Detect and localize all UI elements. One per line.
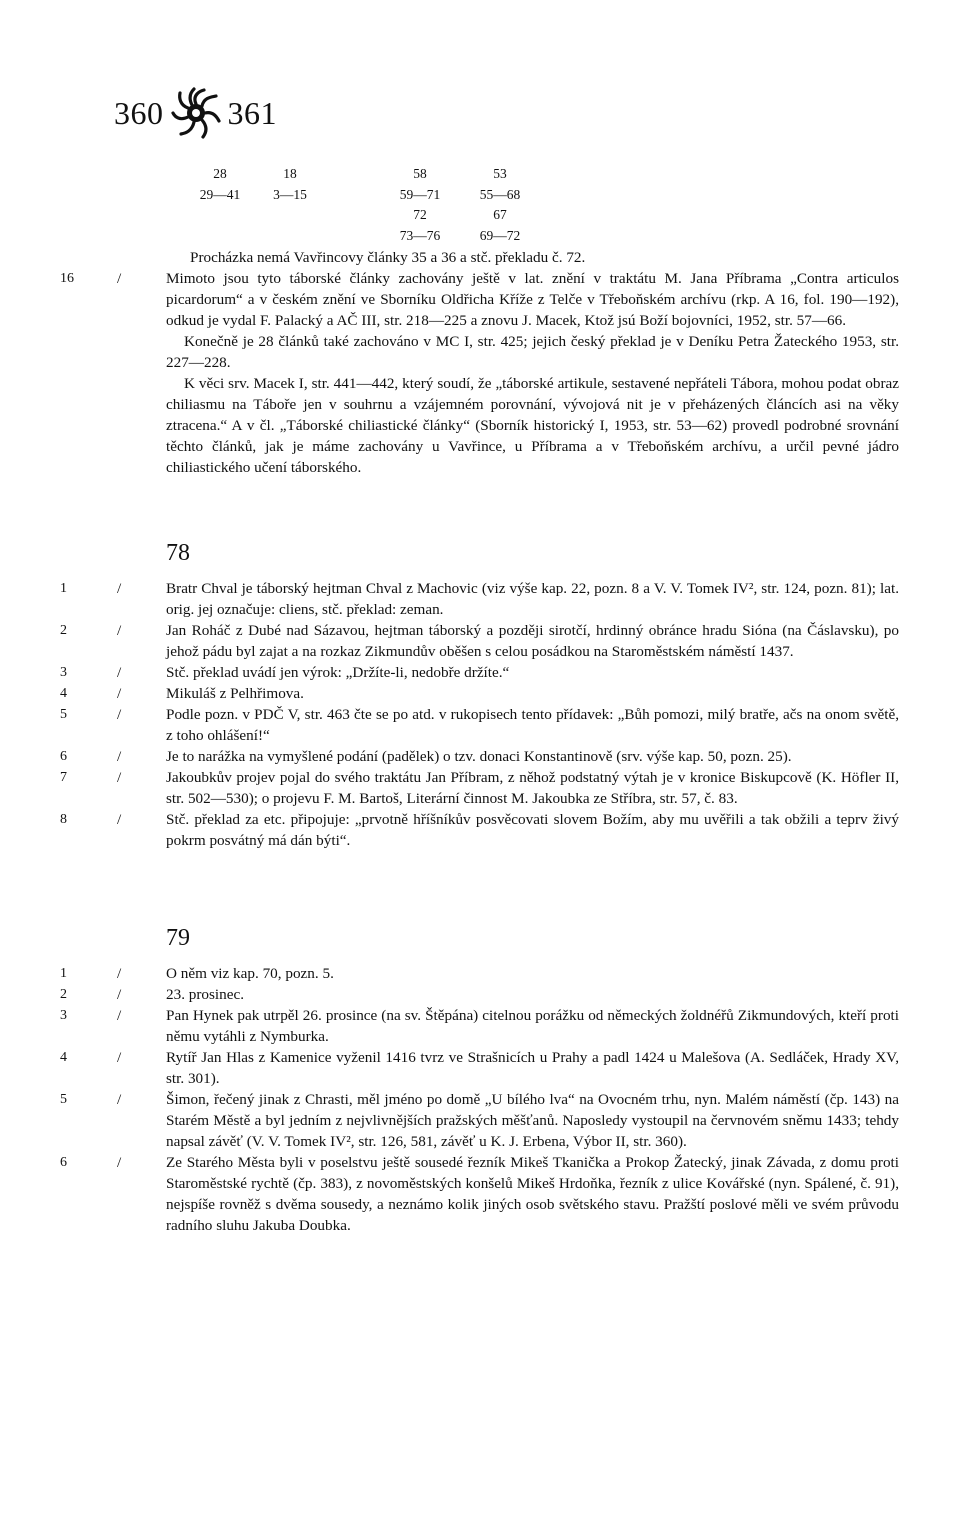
note-text: Podle pozn. v PDČ V, str. 463 čte se po atd. v rukopisech tento přídavek: „Bůh pomozi, milý bratře, ačs na onom světě, z toho ohlášení!“ bbox=[166, 706, 899, 744]
note-text: Stč. překlad za etc. připojuje: „prvotně hříšníkův posvěcovati slovem Božím, aby mu uvěřili a tak obžili a teprv živý pokrm posvátný má dán býti“. bbox=[166, 811, 899, 849]
note-item bbox=[0, 984, 960, 1005]
note-slash: / bbox=[117, 685, 122, 702]
left-page-number: 360 bbox=[114, 94, 164, 131]
concordance-cell: 3—15 bbox=[273, 186, 307, 202]
note-number: 5 bbox=[60, 1092, 67, 1107]
note-item bbox=[0, 704, 960, 746]
concordance-cell: 28 bbox=[213, 166, 227, 181]
note-slash: / bbox=[117, 1049, 122, 1066]
note-text: Bratr Chval je táborský hejtman Chval z Machovic (viz výše kap. 22, pozn. 8 a V. V. Tomek IV², str. 124, pozn. 81); lat. orig. jej označuje: cliens, stč. překlad: zeman. bbox=[166, 580, 899, 618]
note-number: 4 bbox=[60, 686, 67, 701]
note-item bbox=[0, 1152, 960, 1236]
note-item bbox=[0, 746, 960, 767]
note-16-block bbox=[0, 247, 960, 478]
concordance-row bbox=[190, 184, 550, 205]
note-slash: / bbox=[117, 664, 122, 681]
note-paragraph: Konečně je 28 článků také zachováno v MC I, str. 425; jejich český překlad je v Deníku Petra Žateckého 1953, str. 227—228. bbox=[166, 333, 899, 371]
note-item bbox=[0, 809, 960, 851]
note-number: 2 bbox=[60, 623, 67, 638]
note-text: Jakoubkův projev pojal do svého traktátu Jan Příbram, z něhož podstatný výtah je v kronice Biskupcově (K. Höfler II, str. 502—530); o projevu F. M. Bartoš, Literární činnost M. Jakoubka ze Stříbra, str. 57, č. 83. bbox=[166, 769, 899, 807]
note-number: 3 bbox=[60, 1008, 67, 1023]
note-item bbox=[0, 662, 960, 683]
note-item bbox=[0, 1005, 960, 1047]
page-header bbox=[114, 88, 277, 138]
concordance-cell: 53 bbox=[493, 166, 507, 181]
note-slash: / bbox=[117, 1091, 122, 1108]
concordance-cell: 58 bbox=[413, 166, 427, 181]
note-text: O něm viz kap. 70, pozn. 5. bbox=[166, 965, 334, 982]
note-item bbox=[0, 1047, 960, 1089]
note-slash: / bbox=[117, 986, 122, 1003]
note-number: 3 bbox=[60, 665, 67, 680]
concordance-cell: 18 bbox=[283, 166, 297, 181]
note-number: 1 bbox=[60, 966, 67, 981]
note-text: Rytíř Jan Hlas z Kamenice vyženil 1416 tvrz ve Strašnicích u Prahy a padl 1424 u Malešova (A. Sedláček, Hrady XV, str. 301). bbox=[166, 1049, 899, 1087]
concordance-row bbox=[190, 204, 550, 225]
concordance-cell: 72 bbox=[413, 207, 427, 222]
swirl-emblem-icon bbox=[170, 87, 222, 139]
note-slash: / bbox=[117, 965, 122, 982]
note-number: 2 bbox=[60, 987, 67, 1002]
note-text: Pan Hynek pak utrpěl 26. prosince (na sv. Štěpána) citelnou porážku od německých žoldnéřů Zikmundových, kteří proti němu vytáhli z Nymburka. bbox=[166, 1007, 899, 1045]
note-item bbox=[0, 767, 960, 809]
concordance-cell: 69—72 bbox=[479, 227, 521, 243]
note-item bbox=[0, 268, 960, 331]
note-text: Šimon, řečený jinak z Chrasti, měl jméno po domě „U bílého lva“ na Ovocném trhu, nyn. Malém náměstí (čp. 143) na Starém Městě a byl jedním z nejvlivnějších pražských měšťanů. Naposledy vystoupil na červnovém sněmu 1433; tehdy napsal závěť (V. V. Tomek IV², str. 126, 581, závěť u K. J. Erbena, Výbor II, str. 360). bbox=[166, 1091, 899, 1150]
intro-line: Procházka nemá Vavřincovy články 35 a 36 a stč. překladu č. 72. bbox=[190, 249, 586, 266]
note-text: Je to narážka na vymyšlené podání (padělek) o tzv. donaci Konstantinově (srv. výše kap. 50, pozn. 25). bbox=[166, 748, 792, 765]
right-page-number: 361 bbox=[227, 94, 277, 131]
note-number: 6 bbox=[60, 749, 67, 764]
section-heading: 78 bbox=[166, 540, 190, 566]
note-number: 1 bbox=[60, 581, 67, 596]
section-79 bbox=[0, 923, 960, 1236]
note-slash: / bbox=[117, 748, 122, 765]
concordance-row bbox=[190, 225, 550, 246]
note-slash: / bbox=[117, 769, 122, 786]
note-slash: / bbox=[117, 706, 122, 723]
note-text: Stč. překlad uvádí jen výrok: „Držíte-li, nedobře držíte.“ bbox=[166, 664, 510, 681]
note-slash: / bbox=[117, 270, 122, 287]
note-slash: / bbox=[117, 1007, 122, 1024]
note-number: 8 bbox=[60, 812, 67, 827]
note-number: 6 bbox=[60, 1155, 67, 1170]
section-78 bbox=[0, 538, 960, 851]
concordance-cell: 59—71 bbox=[399, 186, 441, 202]
concordance-row bbox=[190, 163, 550, 184]
concordance-cell: 73—76 bbox=[399, 227, 441, 243]
concordance-cell: 55—68 bbox=[479, 186, 521, 202]
note-text: 23. prosinec. bbox=[166, 986, 245, 1003]
concordance-table bbox=[190, 163, 550, 245]
section-heading: 79 bbox=[166, 925, 190, 951]
note-item bbox=[0, 578, 960, 620]
note-slash: / bbox=[117, 811, 122, 828]
note-text: Mikuláš z Pelhřimova. bbox=[166, 685, 304, 702]
note-item bbox=[0, 620, 960, 662]
note-slash: / bbox=[117, 1154, 122, 1171]
note-number: 7 bbox=[60, 770, 67, 785]
note-text: Ze Starého Města byli v poselstvu ještě sousedé řezník Mikeš Tkanička a Prokop Žatecký, jinak Závada, z domu proti Staroměstské rychtě (čp. 383), z novoměstských konšelů Mikeš Hrdoňka, řezník z ulice Kovářské (nyn. Spálené, č. 91), nejspíše rovněž s dvěma sousedy, a neznámo kolik jiných osob světského stavu. Pražští poslové měli ve svém průvodu radního sluhu Jakuba Doubka. bbox=[166, 1154, 899, 1234]
note-number: 4 bbox=[60, 1050, 67, 1065]
note-item bbox=[0, 1089, 960, 1152]
note-item bbox=[0, 683, 960, 704]
note-text: Jan Roháč z Dubé nad Sázavou, hejtman táborský a později sirotčí, hrdinný obránce hradu Sióna (na Čáslavsku), po jehož pádu byl zajat a na rozkaz Zikmundův oběšen s celou posádkou na Staroměstském náměstí 1437. bbox=[166, 622, 899, 660]
note-number: 5 bbox=[60, 707, 67, 722]
note-slash: / bbox=[117, 622, 122, 639]
note-text: Mimoto jsou tyto táborské články zachovány ještě v lat. znění v traktátu M. Jana Příbrama „Contra articulos picardorum“ a v českém znění ve Sborníku Oldřicha Kříže z Telče v Třeboňském archívu (rkp. A 16, fol. 190—192), odkud je vydal F. Palacký a AČ III, str. 218—225 a znovu J. Macek, Ktož jsú Boží bojovníci, 1952, str. 57—66. bbox=[166, 270, 899, 329]
note-paragraph: K věci srv. Macek I, str. 441—442, který soudí, že „táborské artikule, sestavené nepřáteli Tábora, mohou podat obraz chiliasmu na Táboře jen v souhrnu a vzájemném porovnání, vývojová nit je v přeházených článcích asi na věky ztracena.“ A v čl. „Táborské chiliastické články“ (Sborník historický I, 1953, str. 53—62) provedl podrobné srovnání těchto článků, jak je máme zachovány u Vavřince, u Příbrama a v Třeboňském archívu, a určil pevné jádro chiliastického učení táborského. bbox=[166, 375, 899, 476]
concordance-cell: 67 bbox=[493, 207, 507, 222]
note-number: 16 bbox=[60, 271, 74, 286]
concordance-cell: 29—41 bbox=[199, 186, 241, 202]
note-slash: / bbox=[117, 580, 122, 597]
note-item bbox=[0, 963, 960, 984]
